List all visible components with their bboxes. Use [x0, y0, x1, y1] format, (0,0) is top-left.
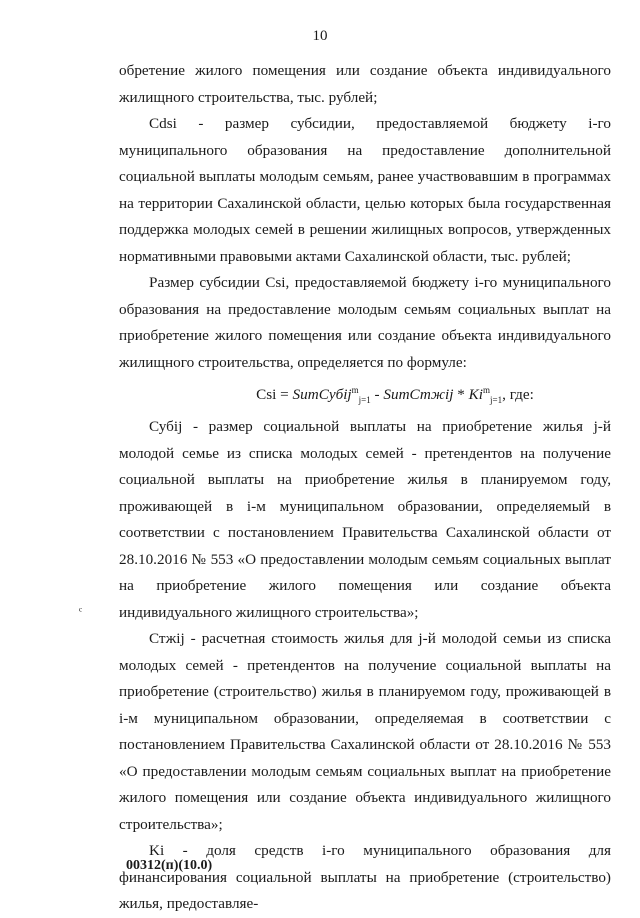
page-number: 10	[312, 28, 328, 44]
formula-sup2: m	[483, 385, 491, 395]
paragraph-csi-intro: Размер субсидии Csi, предоставляемой бюджету i-го муниципального образования на предоставление молодым семьям социальных выплат на приобретение жилого помещения или создание объекта индивидуального жилищного строительства, определяется по формуле:	[119, 274, 611, 371]
formula-sub1: j=1	[358, 395, 371, 406]
document-body	[119, 58, 611, 918]
paragraph-stzhij-definition: Стжij - расчетная стоимость жилья для j-й молодой семьи из списка молодых семей - претендентов на получение социальной выплаты на приобретение (строительство) жилья в планируемом году, проживающей в i-м муниципальном образовании, определяемая в соответствии с постановлением Правительства Сахалинской области от 28.10.2016 № 553 «О предоставлении молодым семьям социальных выплат на приобретение жилого помещения или создание объекта индивидуального жилищного строительства»;	[119, 630, 611, 833]
paragraph-subij-definition: Субij - размер социальной выплаты на приобретение жилья j-й молодой семье из списка молодых семей - претендентов на получение социальной выплаты на приобретение жилья в планируемом году, проживающей в i-м муниципальном образовании, определяемый в соответствии с постановлением Правительства Сахалинской области от 28.10.2016 № 553 «О предоставлении молодым семьям социальных выплат на приобретение жилого помещения или создание объекта индивидуального жилищного строительства»;	[119, 418, 611, 621]
footer-code: 00312(п)(10.0)	[126, 858, 213, 873]
formula-lhs: Csi =	[256, 386, 293, 404]
formula	[179, 376, 611, 414]
paragraph-ki-definition: Ki - доля средств i-го муниципального образования для финансирования социальной выплаты на приобретение (строительство) жилья, предоставляе-	[119, 842, 611, 913]
paragraph-cdsi-definition: Cdsi - размер субсидии, предоставляемой бюджету i-го муниципального образования на предоставление дополнительной социальной выплаты молодым семьям, ранее участвовавшим в программах на территории Сахалинской области, целью которых была государственная поддержка молодых семей в решении жилищных вопросов, утвержденных нормативными правовыми актами Сахалинской области, тыс. рублей;	[119, 115, 611, 265]
formula-tail: , где:	[502, 386, 534, 404]
margin-mark: ᶜ	[79, 604, 83, 618]
paragraph-continuation: обретение жилого помещения или создание объекта индивидуального жилищного строительства, тыс. рублей;	[119, 62, 611, 106]
formula-sum-stzh: SumСтжij	[383, 386, 454, 404]
formula-sub2: j=1	[490, 395, 503, 406]
formula-sup1: m	[351, 385, 359, 395]
formula-sum-sub: SumСубij	[292, 386, 352, 404]
formula-minus: -	[370, 386, 384, 404]
formula-k: Ki	[468, 386, 483, 404]
formula-times: *	[453, 386, 469, 404]
